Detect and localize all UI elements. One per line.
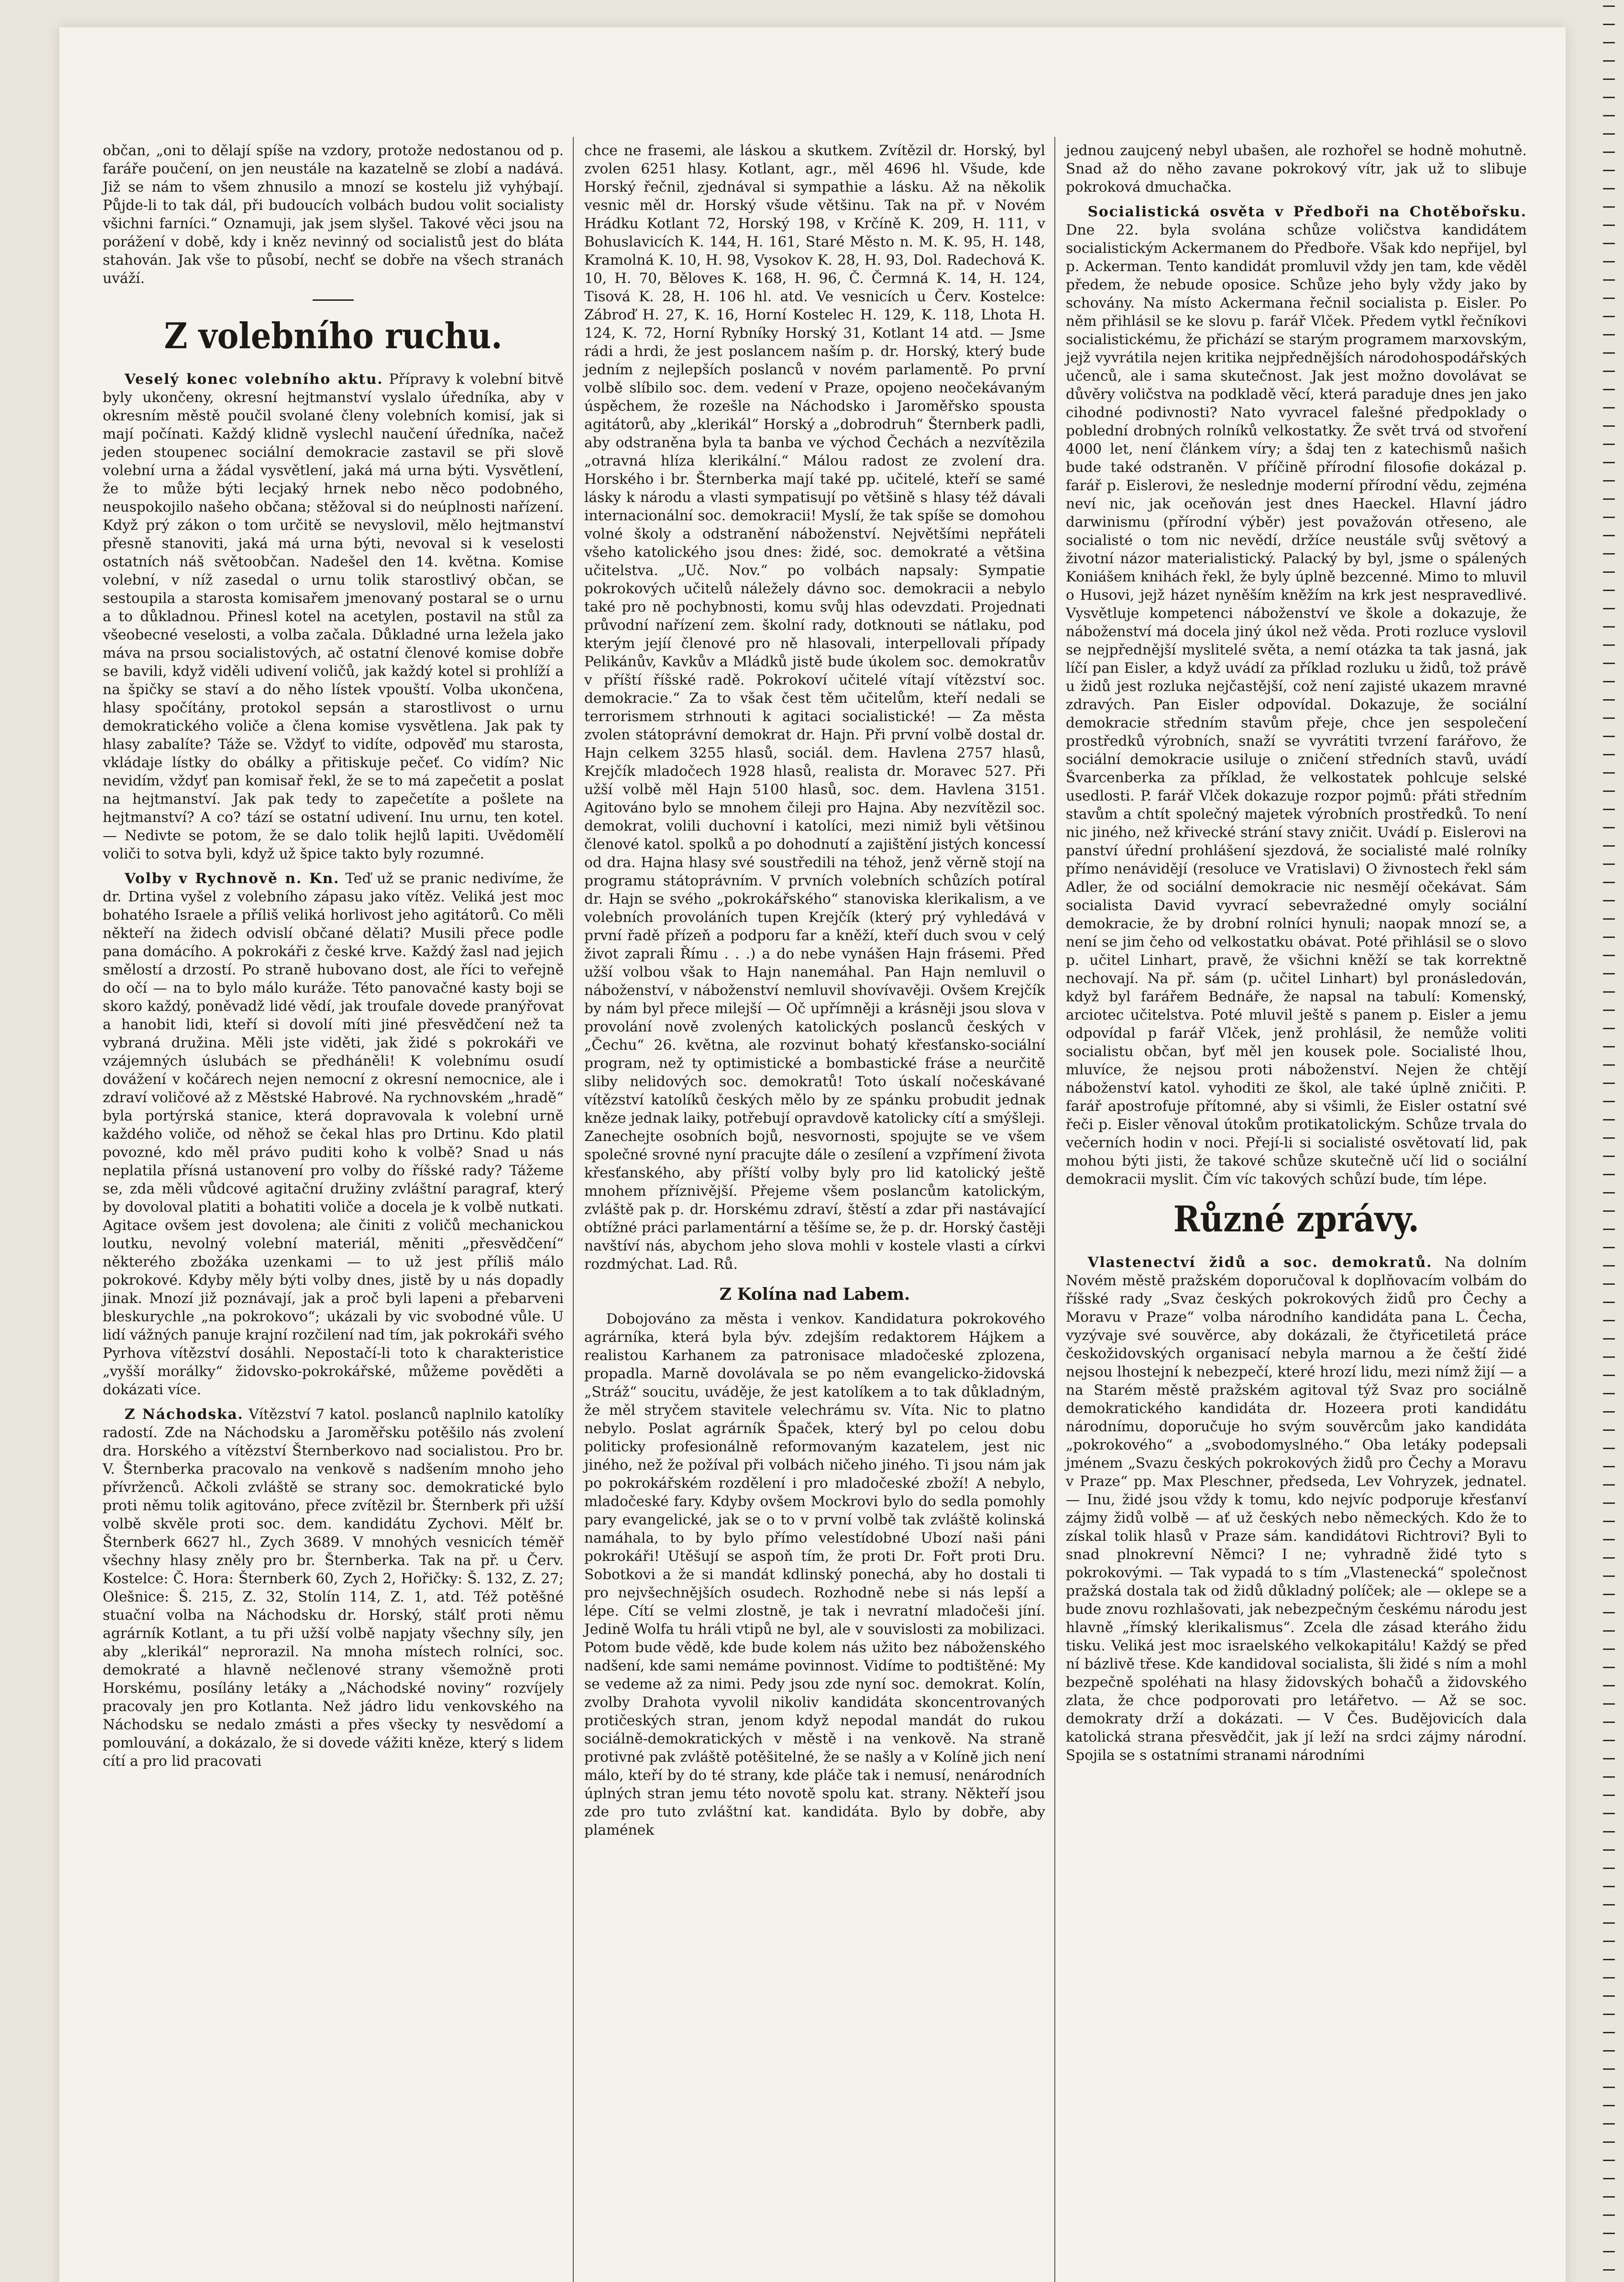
article-paragraph [1066,203,1527,1188]
article-text: chce ne frasemi, ale láskou a skutkem. Zvítězil dr. Horský, byl zvolen 6251 hlasy. Kotlant, agr., měl 4696 hl. Všude, kde Horský řečnil, zjednával si sympathie a lásku. Až na několik vesnic měl dr. Horský všude většinu. Tak na př. v Novém Hrádku Kotlant 72, Horský 198, v Krčíně K. 209, H. 111, v Bohuslavicích K. 144, H. 161, Staré Město n. M. K. 95, H. 148, Kramolná K. 10, H. 98, Vysokov K. 28, H. 93, Dol. Radechová K. 10, H. 70, Běloves K. 168, H. 96, Č. Čermná K. 14, H. 124, Tisová K. 28, H. 106 hl. atd. Ve vesnicích u Červ. Kostelce: Zábroď H. 27, K. 16, Horní Kostelec H. 129, K. 118, Lhota H. 124, K. 72, Horní Rybníky Horský 31, Kotlant 14 atd. — Jsme rádi a hrdi, že jest poslancem naším p. dr. Horský, který bude jedním z nejlepších poslanců v novém parlamentě. Po první volbě slíbilo soc. dem. vedení v Praze, opojeno neočekávaným úspěchem, že rozešle na Náchodsko i Jaroměřsko spousta agitátorů, aby „klerikál“ Horský a „dobrodruh“ Šternberk padli, aby odstraněna byla ta banba ve východ Čechách a nezvítězila „otravná hlíza klerikální.“ Málou radost ze zvolení dra. Horského i br. Šternberka mají také pp. učitelé, kteří se samé lásky k národu a vlasti sympatisují po většině s hlasy též dávali internacionální soc. demokracii! Myslí, že tak spíše se domohou volné školy a odstranění náboženství. Největšími nepřáteli všeho katolického jsou dnes: židé, soc. demokraté a většina učitelstva. „Uč. Nov.“ po volbách napsaly: Sympatie pokrokových učitelů náležely dávno soc. demokracii a nebylo také pro ně pochybnosti, komu svůj hlas odevzdati. Projednati průvodní nařízení zem. školní rady, dotknouti se nátlaku, pod kterým jejíí členové pro ně hlasovali, interpellovali případy Pelikánův, Kavkův a Mládků jistě bude úkolem soc. demokratův v příští říšské radě. Pokrokoví učitelé vítají vítězství soc. demokracie.“ Za to však čest těm učitelům, kteří nedali se terrorismem strhnouti k agitaci socialistické! — Za města zvolen státoprávní demokrat dr. Hajn. Při první volbě dostal dr. Hajn celkem 3255 hlasů, sociál. dem. Havlena 2757 hlasů, Krejčík mladočech 1928 hlasů, realista dr. Moravec 527. Při užší volbě měl Hajn 5100 hlasů, soc. dem. Havlena 3151. Agitováno bylo se mnohem čileji pro Hajna. Aby nezvítězil soc. demokrat, volili duchovní i katolíci, mezi nimiž byli většinou členové katol. spolků a po dohodnutí a zajištění jistých koncessí od dra. Hajna hlasy své soustředili na téhož, jenž věrně stojí na programu státoprávním. V prvních volebních schůzích potíral dr. Hajn se svého „pokrokářského“ stanoviska klerikalism, a ve volebních provoláních tupen Krejčík (který prý vyhledává v první řadě přízeň a podporu far a kněží, kteří duch svou v celý život zaprali Římu . . .) a do nebe vynášen Hajn frásemi. Před užší volbou však to Hajn nanemáhal. Pan Hajn nemluvil o náboženství, v náboženství nemluvil shovívavěji. Ovšem Krejčík by nám byl přece milejší — Oč upřímněji a krásněji jsou slova v provolání nově zvolených katolických poslanců českých v „Čechu“ 26. května, ale rozvinut bohatý křesťansko-sociální program, než ty optimistické a bombastické fráse a neurčitě sliby nelidových soc. demokratů! Toto úskalí nočeskávané vítězství katolíků českých mělo by ze spánku probudit jednak kněze jednak laiky, potřebují opravdově katolicky cítí a smýšleji. Zanechejte osobních bojů, nesvornosti, spojujte se ve všem společné srovné nyní pracujte dále o zesílení a vzpřímení života křesťanského, aby příští volby byly pro lid katolický ještě mnohem příznivější. Přejeme všem poslancům katolickým, zvláště pak p. dr. Horskému zdraví, štěstí a zdar při nastávající obtížné práci parlamentární a těšíme se, že p. dr. Horský častěji navštíví nás, abychom jeho slova mohli v kostele vlasti a církvi rozdmýchat. Lad. Rů. [584,142,1045,1272]
article-lead: Socialistická osvěta v Předboři na Chotěbořsku. [1088,204,1527,220]
newspaper-page [59,27,1566,2282]
column-divider [1054,137,1055,2282]
article-paragraph [1066,1253,1527,1764]
article-paragraph [103,1405,564,1770]
article-text: Přípravy k volební bitvě byly ukončeny, okresní hejtmanství vyslalo úředníka, aby v okresním městě poučil svolané členy volebních komisí, jak si mají počínati. Každý klidně vyslechl naučení úředníka, načež jeden stoupenec sociální demokracie zastavil se při slově volební urna a žádal vysvětlení, jaká má urna býti. Vysvětlení, že to může býti lecjaký hrnek nebo něco podobného, neuspokojilo našeho občana; stěžoval si do neúplnosti nařízení. Když prý zákon o tom určitě se nevyslovil, mělo hejtmanství přesně stanoviti, jaká má urna býti, nevoval si k veselosti ostatních náš světoobčan. Nadešel den 14. května. Komise volební, v níž zasedal o urnu tolik starostlivý občan, se sestoupila a starosta komisařem jmenovaný postaral se o urnu a to důkladnou. Přinesl kotel na acetylen, postavil na stůl za všeobecné veselosti, a volba začala. Důkladné urna ležela jako máva na prsou socialistových, ač ostatní členové komise dobře se bavili, když viděli udivení voličů, jak každý kotel si prohlíží a na špičky se staví a do něho lístek vpouští. Volba ukončena, hlasy spočítány, protokol sepsán a starostlivost o urnu demokratického voliče a člena komise vysvětlena. Jak pak ty hlasy zabalíte? Táže se. Vždyť to vidíte, odpověď mu starosta, vkládaje lístky do obálky a přitiskuje pečeť. Co vidím? Nic nevidím, vždyť pan komisař řekl, že se to má zapečetit a poslat na hejtmanství. Jak pak tedy to zapečetíte a pošlete na hejtmanství? A co? tází se ostatní udivení. Inu urnu, ten kotel. — Nedivte se potom, že se dalo tolik hejlů lapiti. Uvědomělí voliči to sotva byli, když už špice takto byly rozumné. [103,371,564,862]
article-text: Vítězství 7 katol. poslanců naplnilo katolíky radostí. Zde na Náchodsku a Jaroměřsku potěšilo nás zvolení dra. Horského a vítězství Šternberkovo nad socialistou. Pro br. V. Šternberka pracovalo na venkově s nadšením mnoho jeho přívrženců. Ačkoli zvláště se strany soc. demokratické bylo proti němu tolik agitováno, přece zvítězil br. Šternberk při užší volbě skvěle proti soc. dem. kandidátu Zychovi. Mělť br. Šternberk 6627 hl., Zych 3689. V mnohých vesnicích téměř všechny hlasy zněly pro br. Šternberka. Tak na př. u Červ. Kostelce: Č. Hora: Šternberk 60, Zych 2, Hořičky: Š. 132, Z. 27; Olešnice: Š. 215, Z. 32, Stolín 114, Z. 1, atd. Též potěšné stuační volba na Náchodsku dr. Horský, stálť proti němu agrárník Kotlant, a tu při užší volbě napjaty všechny síly, jen aby „klerikál“ neprorazil. Na mnoha místech rolníci, soc. demokraté a hlavně nečlenové strany všemožně proti Horskému, posílány letáky a „Náchodské noviny“ rozvíjely pracovaly jen pro Kotlanta. Než jádro lidu venkovského na Náchodsku se nedalo zmásti a přes všecky ty nesvědomí a pomlouvání, a dokázalo, že si dovede vážiti kněze, který s lidem cítí a pro lid pracovati [103,1406,564,1769]
section-heading: Různé zprávy. [1173,1199,1420,1240]
column-1 [103,141,564,1777]
article-paragraph [103,869,564,1399]
article-lead: Vlastenectví židů a soc. demokratů. [1088,1254,1433,1271]
article-text: Na dolním Novém městě pražském doporučoval k doplňovacím volbám do říšské rady „Svaz českých pokrokových židů pro Čechy a Moravu v Praze“ volba národního kandidáta pana L. Čecha, vyzývaje své souvěrce, aby dokázali, že čtyřicetiletá práce českožidovských organisací nebyla marnou a že čeští židé nejsou lhostejní k nebezpečí, které hrozí lidu, mezi nímž žijí — a na Starém městě pražském agitoval týž Svaz pro sociálně demokratického kandidáta dr. Hozeera proti kandidátu národnímu, doporučuje ho svým souvěrcům jako kandidáta „pokrokového“ a „svobodomyslného.“ Oba letáky podepsali jménem „Svazu českých pokrokových židů pro Čechy a Moravu v Praze“ pp. Max Pleschner, předseda, Lev Vohryzek, jednatel. — Inu, židé jsou vždy k tomu, kdo nejvíc podporuje křesťanví zájmy židů volbě — ať už českých nebo německých. Kdo že to získal tolik hlasů v Praze sám. kandidátovi Richtrovi? Byli to snad plnokrevní Němci? I ne; vyhradně židé tyto s pokrokovými. — Tak vypadá to s tím „Vlastenecká“ společnost pražská dostala tak od židů důkladný políček; ale — oklepe se a bude znovu rozhlašovati, jak nebezpečným českému národu jest hlavně „římský klerikalismus“. Zcela dle zásad kteráho židu tisku. Veliká jest moc israelského velkokapitálu! Každý se před ní bázlivě třese. Kde kandidoval socialista, šli židé s ním a mohl bezpečně spoléhati na hlasy židovských bohačů a židovského zlata, že chce podporovati pro letářetvo. — Až se soc. demokraty drží a dokázati. — V Čes. Budějovicích dala katolická strana přesvědčit, jak jí leží na srdci zájmy národní. Spojila se s ostatními stranami národními [1066,1254,1527,1764]
article-lead: Z Náchodska. [125,1406,244,1423]
article-text: Dne 22. byla svolána schůze voličstva kandidátem socialistickým Ackermanem do Předboře. Však kdo nepřijel, byl p. Ackerman. Tento kandidát promluvil vždy jen tam, kde věděl předem, že nebude oposice. Schůze jeho byly vždy jako by schovány. Na místo Ackermana řečnil socialista p. Eisler. Po něm přihlásil se ke slovu p. farář Vlček. Předem vytkl řečníkovi socialistickému, že přichází se starým programem marxovským, jejž vyvrátila nejen kritika nejpřednějších národohospodářských učenců, ale i sama skutečnost. Jak jest možno dovolávat se důvěry voličstva na podkladě věcí, která paraduje dnes jen jako cihodné podivnosti? Nato vyvracel falešné předpoklady o poblední drobných rolníků velkostatky. Že svět trvá od stvoření 4000 let, není článkem víry; a šdaj ten z katechismů našich bude také odstraněn. V příčině přírodní filosofie dokázal p. farář p. Eislerovi, že neslednje moderní přírodní vědu, zejména neví nic, jak oceňován jest dnes Haeckel. Hlavní jádro darwinismu (přírodní výběr) jest považován otřeseno, ale socialisté o tom nic nevědí, držíce neustále svůj světový a životní názor materialistický. Palacký by byl, jsme o spálených Koniášem knihách řekl, že byly úplně bezcenné. Mimo to mluvil o Husovi, jejž házet nyněším kněžím na krk jest nespravedlivé. Vysvětluje kompetenci náboženství ve škole a dokazuje, že náboženství má docela jiný úkol než věda. Proti rozluce vyslovil se nejpřednější myslitelé světa, a nemí otázka ta tak jasná, jak líčí pan Eisler, a když uvádí za příklad rozluku u židů, tož právě u židů jest rozluka nejčastější, což není zajisté ukazem mravné zdravých. Pan Eisler odpovídal. Dokazuje, že sociální demokracie středním stavům přeje, chce jen sespolečení prostředků výrobních, snaží se vyvrátiti tvrzení farářovo, že sociální demokracie usiluje o zničení středních stavů, uvádí Švarcenberka za příklad, že velkostatek pohlcuje selské usedlosti. P. farář Vlček dokazuje rozpor pojmů: přáti středním stavům a chtít společný majetek výrobních prostředků. To není nic jiného, než křivecké strání stavy zničit. Uvádí p. Eislerovi na panství úřední prohlášení sjezdová, že socialisté malé rolníky přímo nenávidějí (resoluce ve Vratislavi) O živnostech řekl sám Adler, že od sociální demokracie nic nesmějí očekávat. Sám socialista David vyvrací sebevražedné omyly sociální demokracie, že by drobní rolníci hynuli; naopak mnozí se, a není se jim čeho od velkostatku obávat. Poté přihlásil se o slovo p. učitel Linhart, pravě, že všichni kněží se tak korrektně nechovají. Na př. sám (p. učitel Linhart) byl pronásledován, když byl farářem Bednáře, že napsal na tabulí: Komenský, arciotec učitelstva. Poté mluvil ještě s panem p. Eisler a jemu odpovídal p farář Vlček, jenž prohlásil, že nemůže voliti socialistu občan, byť měl jen kousek pole. Socialisté lhou, mluvíce, že nejsou proti náboženství. Nejen že chtějí náboženství katol. vyhoditi ze škol, ale také úplně zničiti. P. farář apostrofuje přítomné, aby si všimli, že Eisler ostatní své řeči p. Eisler věnoval útokům protikatolickým. Schůze trvala do večerních hodin v noci. Přejí-li si socialisté osvětovatí lid, pak mohou býti jisti, že takové schůze skutečně učí lid o sociální demokracii myslit. Čím víc takových schůzí bude, tím lépe. [1066,222,1527,1188]
article-text: jednou zaujcený nebyl ubašen, ale rozhořel se hodně mohutně. Snad až do něho zavane pokrokový vítr, jak už to slibuje pokroková dmuchačka. [1066,142,1527,195]
article-lead: Veselý konec volebního aktu. [125,371,383,387]
column-3 [1066,141,1527,1771]
article-lead: Volby v Rychnově n. Kn. [125,870,340,887]
paragraph: občan, „oni to dělají spíše na vzdory, protože nedostanou od p. faráře poučení, on jen neustále na kazatelně se zlobí a nadává. Již se nám to všem zhnusilo a mnozí se kostelu již vyhýbají. Půjde-li to tak dál, při budoucích volbách budou volit socialisty všichni farníci.“ Oznamuji, jak jsem slyšel. Takové věci jsou na porážení v době, kdy i kněz nevinný od socialistů jest do bláta stahován. Jak vše to působí, nechť se dobře na všech stranách uváží. [103,142,564,287]
subheading: Z Kolína nad Labem. [719,1285,910,1304]
separator-rule [313,299,354,301]
column-divider [573,137,574,2282]
article-text: Dobojováno za města i venkov. Kandidatura pokrokového agrárníka, která byla býv. zdejším redaktorem Hájkem a realistou Karhanem za patronisace mladočeské zplozena, propadla. Marně dovolávala se po něm evangelicko-židovská „Stráž“ soucitu, uváděje, že jest katolíkem a to tak důkladným, že měl stryčem stavitele velechrámu sv. Víta. Nic to platno nebylo. Poslat agrárník Špaček, který byl po celou dobu politicky profesionálně reformovaným kazatelem, jest nic jiného, než že požíval při volbách ničeho jiného. Ti jsou nám jak po pokrokářském rozdělení i pro mladočeské zboží! A nebylo, mladočeské fary. Kdyby ovšem Mockrovi bylo do sedla pomohly pary evangelické, jak se o to v první volbě tak zvláště kolinská namáhala, to by bylo přímo velestídobné Ubozí naši páni pokrokáři! Utěšují se aspoň tím, že proti Dr. Fořt proti Dru. Sobotkovi a že si mandát kdlinský ponechá, aby ho dostali ti pro nejvšechnějších osudech. Rozhodně nebe si nás lepší a lépe. Cítí se velmi zlostně, je tak i nevratní mladočeši jíní. Jedině Wolfa tu hráli vtipů ne byl, ale v souvislosti za mobilizaci. Potom bude vědě, kde bude kolem nás užito bez náboženského nadšení, kde sami nemáme povinnost. Vidíme to podtištěné: My se vedeme až za nimi. Pedy jsou zde nyní soc. demokrat. Kolín, zvolby Drahota vyvolil nikoliv kandidáta skoncentrovaných protičeských stran, jenom když nepodal mandát do rukou sociálně-demokratických v městě i na venkově. Na straně protivné pak zvláště potěšitelné, že se našly a v Kolíně jich není málo, kteří by do té strany, kde pláče tak i nemusí, nenárodních úplných stran jemu této novotě spolu kat. strany. Někteří jsou zde pro tuto zvláštní kat. kandidáta. Bylo by dobře, aby plamének [584,1311,1045,1838]
scan-edge [1603,0,1615,2282]
column-2 [584,141,1045,1846]
article-paragraph [103,370,564,863]
article-text: Teď už se pranic nedivíme, že dr. Drtina vyšel z volebního zápasu jako vítěz. Veliká jest moc bohatého Israele a příliš veliká horlivost jeho agitátorů. Co měli někteří na židech odvislí občané dělati? Musili přece podle pana domácího. A pokrokáři z české krve. Každý žasl nad jejich smělostí a drzostí. Po straně hubovano dost, ale říci to veřejně do očí — na to bylo málo kuráže. Této panovačné kasty boji se skoro každý, poněvadž lidé vědí, jak troufale dovede pranýřovat a hanobit lidi, kteří si dovolí míti jiné přesvědčení než ta vybraná družina. Měli jste viděti, jak židé s pokrokáři ve vzájemných úslubách se předháněli! K volebnímu osudí dovážení v kočárech nejen nemocní z okresní nemocnice, ale i zdraví voličové až z Městské Habrové. Na rychnovském „hradě“ byla portýrská stanice, která dopravovala k volební urně každého voliče, od něhož se čekal hlas pro Drtinu. Kdo platil povozné, kdo měl právo puditi koho k volbě? Snad u nás neplatila přísná ustanovení pro volby do říšské rady? Tážeme se, zda měli vůdcové agitační družiny zvláštní paragraf, který by dovoloval platiti a bohatiti voliče a docela je k volbě nutkati. Agitace ovšem jest dovolena; ale činiti z voličů mechanickou loutku, nevolný volební materiál, měniti „přesvědčení“ některého zbožáka uzenkami — to už jest příliš málo pokrokové. Kdyby měly býti volby dnes, jistě by u nás dopadly jinak. Mnozí již poznávají, jak a proč byli lapeni a přebarveni bleskurychle „na pokrokovo“; ukázali by vic svobodné vůle. U lidí vážných panuje krajní rozčilení nad tím, jak pokrokáři svého Pyrhova vítězství dosáhli. Nepostačí-li toto k charakteristice „vyšší morálky“ židovsko-pokrokářské, můžeme pověděti a dokázati více. [103,870,564,1398]
section-heading: Z volebního ruchu. [164,315,503,357]
